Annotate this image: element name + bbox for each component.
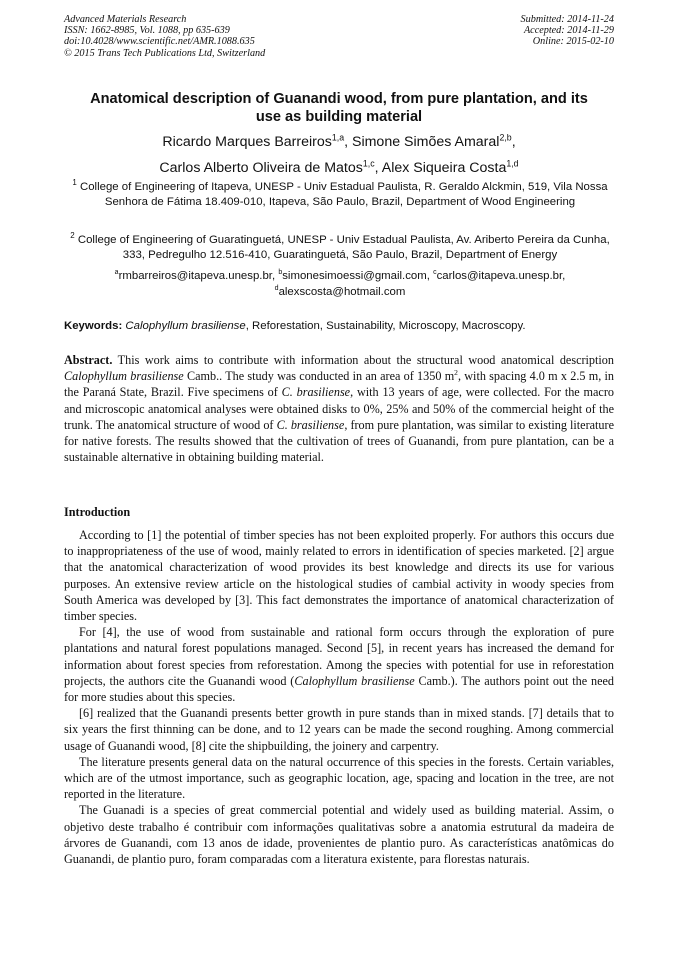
affiliation-1: $^1$ College of Engineering of Itapeva, UNESP - Univ Estadual Paulista, R. Geraldo Alckmin, 519, Vila Nossa Senhora de Fátima 18.409-010, Itapeva, São Paulo, Brazil, Department of Wood Engineering (72, 178, 608, 209)
paragraph: According to [1] the potential of timber species has not been exploited properly. For authors this occurs due to inappropriateness of the use of wood, mainly related to errors in identification of species marketed. [2] argue that the anatomical characterization of wood provides its best knowledge and directs its use for various purposes. An extensive review article on the histological studies of cambial activity in woody species from South America was developed by [3]. This fact demonstrates the importance of anatomical characterization of timber species. (64, 528, 614, 624)
keywords: Keywords: Calophyllum brasiliense, Reforestation, Sustainability, Microscopy, Macroscopy. (64, 320, 526, 332)
email-link[interactable]: simonesimoessi@gmail.com (282, 270, 427, 282)
introduction-body (64, 527, 614, 867)
introduction-heading: Introduction (64, 505, 131, 519)
email-link[interactable]: alexscosta@hotmail.com (278, 286, 406, 298)
keywords-label: Keywords: (64, 320, 123, 332)
author-marker: 1,d (506, 158, 519, 169)
email-link[interactable]: rmbarreiros@itapeva.unesp.br (118, 270, 272, 282)
accepted-date: Accepted: 2014-11-29 (523, 25, 614, 37)
dates-info (521, 14, 614, 48)
doi-line: doi:10.4028/www.scientific.net/AMR.1088.635 (64, 36, 255, 48)
abstract-label: Abstract. (64, 353, 113, 367)
submitted-date: Submitted: 2014-11-24 (520, 14, 614, 25)
copyright-line: © 2015 Trans Tech Publications Ltd, Switzerland (64, 47, 266, 59)
online-date: Online: 2015-02-10 (532, 36, 614, 48)
author-list: Ricardo Marques Barreiros$^{1,a}$, Simone Simões Amaral$^{2,b}$, Carlos Alberto Oliveira de Matos$^{1,c}$, Alex Siqueira Costa$^{1,d}$ (159, 132, 519, 176)
author-marker: 1,c (362, 158, 375, 169)
author-marker: 1,a (331, 132, 345, 143)
journal-info (64, 14, 265, 59)
author-name: Ricardo Marques Barreiros (162, 134, 332, 150)
author-marker: 2,b (499, 132, 512, 143)
paragraph: [6] realized that the Guanandi presents better growth in pure stands than in mixed stands. [7] details that to six years the first thinning can be done, and to 12 years can be made the second roughing. Among commercial usage of Guanandi wood, [8] cite the shipbuilding, the joinery and carpentry. (64, 706, 614, 753)
abstract: Abstract. This work aims to contribute with information about the structural wood anatomical description Calophyllum brasiliense Camb.. The study was conducted in an area of 1350 $m^2$, with spacing 4.0 m x 2.5 m, in the Paraná State, Brazil. Five specimens of C. brasiliense, with 13 years of age, were collected. For the macro and microscopic anatomical analyses were obtained disks to 0%, 25% and 50% of the commercial height of the trunk. The anatomical structure of wood of C. brasiliense, from pure plantation, was similar to existing literature for native forests. The results showed that the cultivation of trees of Guanandi, from pure plantation, can be a sustainable alternative in obtaining building material. (64, 353, 614, 465)
author-name: Carlos Alberto Oliveira de Matos (159, 160, 363, 176)
email-link[interactable]: carlos@itapeva.unesp.br (436, 270, 563, 282)
author-name: Simone Simões Amaral (352, 134, 500, 150)
paper-title: Anatomical description of Guanandi wood, from pure plantation, and its use as building material (90, 91, 588, 125)
affiliation-2: $^2$ College of Engineering of Guaratinguetá, UNESP - Univ Estadual Paulista, Av. Ariberto Pereira da Cunha, 333, Pedregulho 12.516-410, Guaratinguetá, São Paulo, Brazil, Department of Energy (70, 231, 610, 262)
paragraph: The Guanadi is a species of great commercial potential and widely used as building material. Assim, o objetivo deste trabalho é contribuir com informações qualitativas sobre a anatomia estrutural da madeira de árvores de Guanandi, com 13 anos de idade, provenientes de plantio puro. As características anatômicas do Guanandi, de plantio puro, foram comparadas com a literatura existente, para florestas naturais. (64, 803, 614, 867)
journal-name: Advanced Materials Research (64, 14, 187, 25)
author-name: Alex Siqueira Costa (381, 160, 507, 176)
issn-line: ISSN: 1662-8985, Vol. 1088, pp 635-639 (64, 25, 230, 37)
email-list: $^a$rmbarreiros@itapeva.unesp.br, $^b$simonesimoessi@gmail.com, $^c$carlos@itapeva.unesp.br, $^d$alexscosta@hotmail.com (114, 269, 566, 298)
paragraph: For [4], the use of wood from sustainable and rational form occurs through the exploration of pure plantations and natural forest populations managed. Second [5], in recent years has increased the demand for information about forest species from reforestation. Among the species with potential for use in reforestation projects, the authors cite the Guanandi wood (Calophyllum brasiliense Camb.). The authors point out the need for more studies about this species. (64, 625, 614, 705)
paragraph: The literature presents general data on the natural occurrence of this species in the forests. Certain variables, which are of the utmost importance, such as geographic location, age, spacing and location in the tree, are not reported in the literature. (64, 754, 614, 802)
